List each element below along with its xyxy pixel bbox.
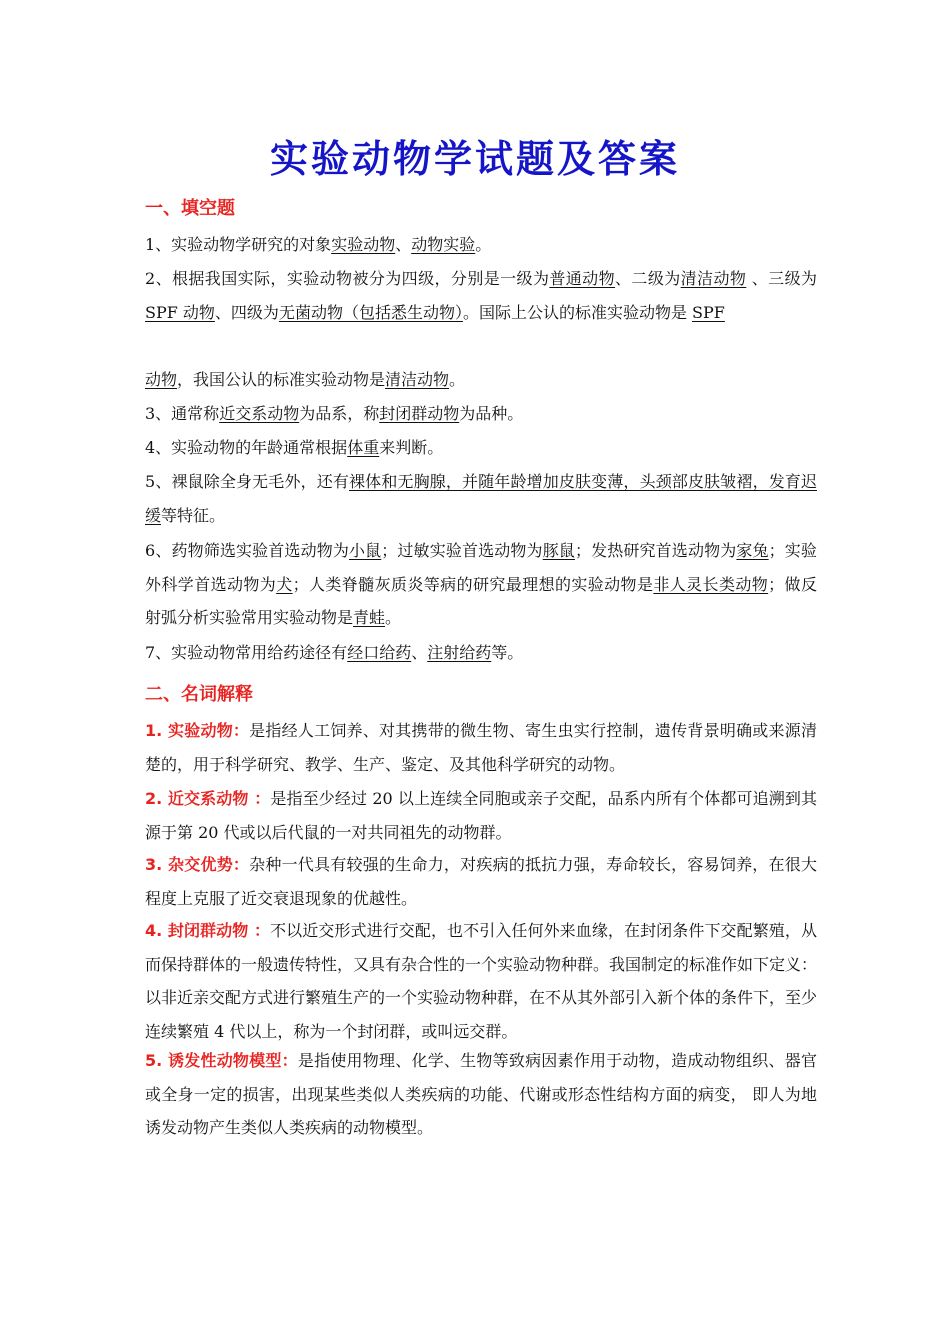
definition-text: 是指使用物理、化学、生物等致病因素作用于动物，造成动物组织、器官或全身一定的损害，出现某些类似人类疾病的功能、代谢或形态性结构方面的病变， 即人为地诱发动物产生类似人类疾病的动物模型。 (145, 1051, 817, 1137)
page-title: 实验动物学试题及答案 (269, 136, 680, 181)
question-6: 6、药物筛选实验首选动物为小鼠；过敏实验首选动物为豚鼠；发热研究首选动物为家兔；实验外科学首选动物为犬；人类脊髓灰质炎等病的研究最理想的实验动物是非人灵长类动物；做反射弧分析实验常用实验动物是青蛙。 (145, 541, 817, 627)
answer: 小鼠 (349, 541, 382, 560)
question-1: 1、实验动物学研究的对象实验动物、动物实验。 (145, 235, 492, 254)
answer: 普通动物 (549, 269, 615, 288)
definition-item (145, 848, 817, 915)
question-3: 3、通常称近交系动物为品系，称封闭群动物为品种。 (145, 404, 524, 423)
answer: 犬 (276, 574, 293, 594)
answer: 动物实验 (411, 235, 476, 254)
definition-item (145, 782, 817, 849)
definition-text: 不以近交形式进行交配，也不引入任何外来血缘，在封闭条件下交配繁殖，从而保持群体的一般遗传特性，又具有杂合性的一个实验动物种群。我国制定的标准作如下定义：以非近亲交配方式进行繁殖生产的一个实验动物种群，在不从其外部引入新个体的条件下，至少连续繁殖 4 代以上，称为一个封闭群，或叫远交群。 (145, 921, 818, 1041)
answer: 家兔 (736, 541, 769, 560)
definition-term: 3. 杂交优势： (145, 855, 250, 874)
answer: SPF 动物 (145, 302, 215, 322)
question-2: 2、根据我国实际，实验动物被分为四级，分别是一级为普通动物、二级为清洁动物 、三级为 SPF 动物、四级为无菌动物（包括悉生动物）。国际上公认的标准实验动物是 SPF (145, 269, 817, 322)
definition-term: 2. 近交系动物 ： (145, 789, 271, 808)
answer: 清洁动物 (385, 370, 450, 389)
answer: 经口给药 (347, 643, 412, 662)
definition-text: 杂种一代具有较强的生命力，对疾病的抵抗力强，寿命较长，容易饲养，在很大程度上克服了近交衰退现象的优越性。 (145, 855, 817, 908)
answer: 实验动物 (331, 235, 396, 254)
answer: 清洁动物 (680, 269, 747, 288)
question-4: 4、实验动物的年龄通常根据体重来判断。 (145, 438, 444, 457)
answer: 裸体和无胸腺，并随年龄增加皮肤变薄，头颈部皮肤皱褶，发育迟缓 (145, 472, 817, 525)
answer: 非人灵长类动物 (653, 574, 769, 594)
definition-item (145, 714, 817, 781)
definition-text: 是指经人工饲养、对其携带的微生物、寄生虫实行控制，遗传背景明确或来源清楚的，用于科学研究、教学、生产、鉴定、及其他科学研究的动物。 (145, 721, 817, 774)
answer: SPF (692, 302, 725, 322)
answer: 青蛙 (353, 608, 386, 627)
answer: 注射给药 (427, 643, 492, 662)
answer: 封闭群动物 (379, 404, 460, 423)
definition-text: 是指至少经过 20 以上连续全同胞或亲子交配，品系内所有个体都可追溯到其源于第 20 代或以后代鼠的一对共同祖先的动物群。 (145, 789, 817, 842)
answer: 近交系动物 (219, 404, 300, 423)
answer: 无菌动物（包括悉生动物） (278, 302, 463, 322)
definition-term: 1. 实验动物： (145, 721, 250, 740)
section-heading-definitions: 二、名词解释 (145, 684, 253, 705)
question-5: 5、裸鼠除全身无毛外，还有裸体和无胸腺，并随年龄增加皮肤变薄，头颈部皮肤皱褶，发育迟缓等特征。 (145, 472, 817, 525)
question-2-continued: 动物，我国公认的标准实验动物是清洁动物。 (145, 370, 466, 389)
answer: 体重 (347, 438, 380, 457)
answer: 豚鼠 (542, 541, 575, 560)
definition-term: 4. 封闭群动物 ： (145, 921, 271, 940)
answer: 动物 (145, 370, 178, 389)
definition-item (145, 1044, 817, 1145)
section-heading-fill-in: 一、填空题 (145, 198, 235, 219)
question-7: 7、实验动物常用给药途径有经口给药、注射给药等。 (145, 643, 524, 662)
definition-item (145, 914, 817, 1048)
definition-term: 5. 诱发性动物模型： (145, 1051, 298, 1070)
